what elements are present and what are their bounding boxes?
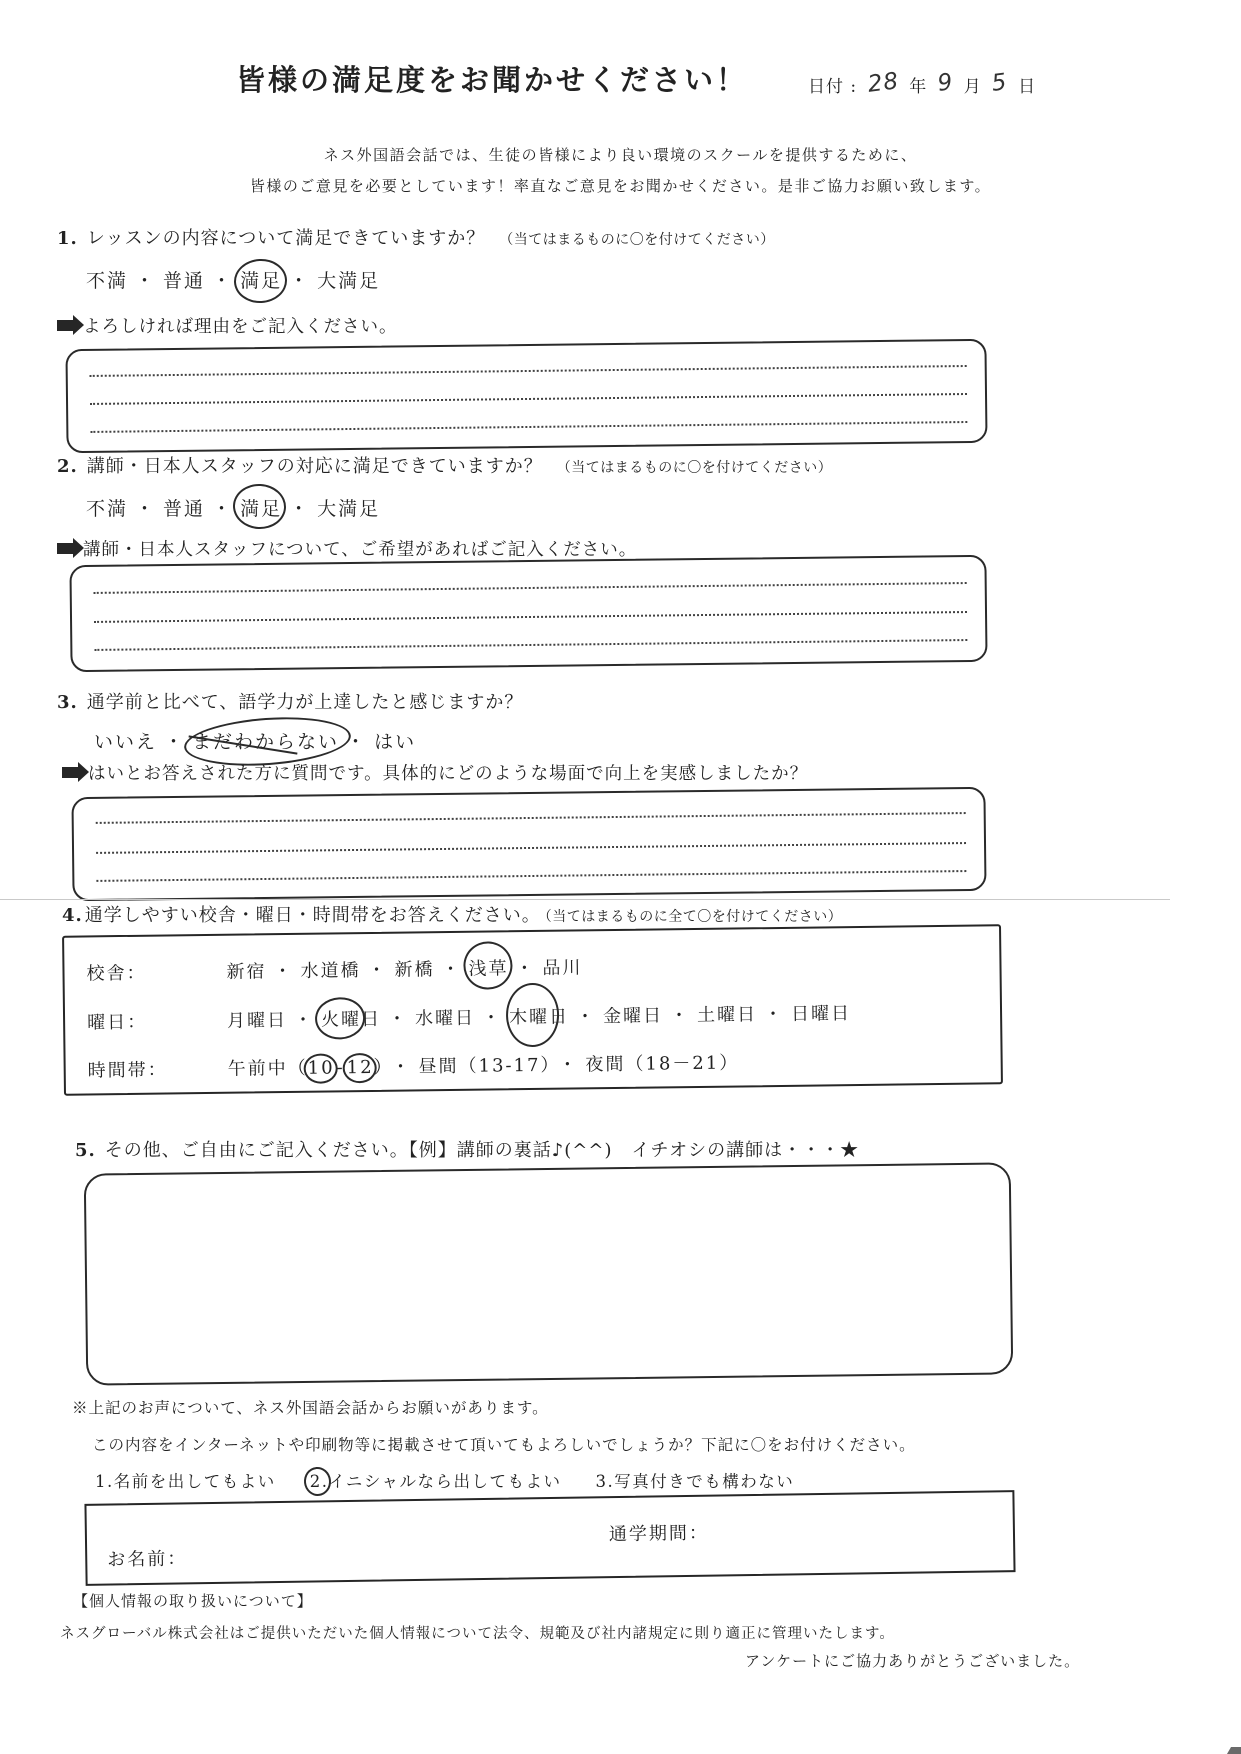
day-row-label: 曜日： [86,1011,148,1034]
date-year-handwritten: 28 [865,68,901,98]
publication-option-3-label: 写真付きでも構わない [614,1472,795,1491]
page-title: 皆様の満足度をお聞かせください！ [236,63,749,97]
right-arrow-icon [57,320,73,331]
question-1 [57,224,775,250]
date-month-handwritten: 9 [935,69,955,97]
option-separator: ・ [135,270,157,292]
school-row-label: 校舎： [86,962,147,985]
name-period-box [84,1490,1015,1586]
option-separator: ・ [481,1007,503,1029]
question-2-followup-text: 講師・日本人スタッフについて、ご希望があればご記入ください。 [83,540,638,560]
option-separator: ・ [441,958,462,981]
question-5 [75,1136,859,1162]
ruled-line [96,870,966,882]
option-shinbashi: 新橋 [394,959,435,981]
publication-option-2-number-circled: 2. [309,1472,329,1491]
ruled-line [94,611,967,623]
attendance-period-label: 通学期間： [608,1522,710,1546]
publication-options [95,1468,828,1492]
date-day-handwritten: 5 [990,69,1010,97]
time-evening: 夜間（18－21） [585,1052,740,1076]
time-10-circled: 10 [307,1057,335,1079]
option-separator: ・ [289,498,311,520]
question-3-followup [62,760,808,785]
right-arrow-icon [57,543,73,554]
question-5-example: 【例】講師の裏話♪(^^) イチオシの講師は・・・★ [408,1140,860,1161]
option-separator: ・ [273,960,294,983]
option-q3-madawakaranai-circled: まだわからない [192,727,339,754]
question-2-number: 2. [57,456,78,477]
question-1-followup-text: よろしければ理由をご記入ください。 [83,317,398,337]
question-3-text: 通学前と比べて、語学力が上達したと感じますか？ [86,692,524,713]
question-5-number: 5. [75,1140,96,1161]
option-separator: ・ [164,731,186,753]
thanks-line: アンケートにご協力ありがとうございました。 [745,1652,1081,1670]
question-1-number: 1. [57,228,78,249]
question-1-text: レッスンの内容について満足できていますか？ [86,228,486,249]
option-tuesday-circled: 火曜日 [321,1005,381,1032]
option-separator: ・ [515,957,536,980]
question-3-followup-text: はいとお答えされた方に質問です。具体的にどのような場面で向上を実感しましたか？ [88,764,809,784]
date-label: 日付 : [808,77,858,97]
date-field [808,68,1037,98]
option-q1-fuman: 不満 [86,270,129,292]
option-sunday: 日曜日 [790,1003,852,1025]
right-arrow-icon [62,767,78,778]
time-morning-prefix: 午前中（ [227,1057,308,1080]
publication-option-2-label: イニシャルなら出してもよい [328,1472,562,1491]
question-2-options [86,494,380,521]
time-morning-close: ） [373,1056,385,1078]
publication-note-2: この内容をインターネットや印刷物等に掲載させて頂いてもよろしいでしょうか？下記に〇をお付けください。 [92,1436,916,1454]
ruled-line [90,393,967,405]
question-4-number: 4. [62,905,83,926]
scan-corner-artifact [1227,1747,1241,1754]
question-4 [62,901,842,927]
time-row-label: 時間帯： [87,1059,168,1082]
ruled-line [96,812,966,824]
time-daytime: 昼間（13-17） [418,1054,552,1078]
question-3 [57,688,523,714]
schedule-box [62,924,1003,1095]
scan-fold-line [0,899,1170,900]
question-2-followup [57,536,637,561]
option-shinagawa: 品川 [542,957,583,979]
question-3-options [94,727,416,754]
option-q3-iie: いいえ [94,731,158,753]
question-2-note: （当てはまるものに〇を付けてください） [556,460,833,476]
option-separator: ・ [212,270,234,292]
option-separator: ・ [212,498,234,520]
answer-box-q2 [69,555,987,672]
question-4-note: （当てはまるものに全て〇を付けてください） [544,909,843,925]
option-separator: ・ [669,1005,691,1027]
day-row [65,997,1000,1034]
answer-box-q1 [65,339,987,453]
free-comment-box [84,1162,1014,1385]
privacy-heading: 【個人情報の取り扱いについて】 [73,1592,313,1610]
question-3-number: 3. [57,692,78,713]
question-5-text: その他、ご自由にご記入ください。 [104,1140,409,1161]
intro-line-2: 皆様のご意見を必要としています！率直なご意見をお聞かせください。是非ご協力お願い致します。 [249,177,992,195]
publication-option-1-label: 名前を出してもよい [113,1472,276,1491]
answer-box-q3 [71,787,986,901]
option-separator: ・ [558,1054,579,1076]
name-label: お名前： [107,1548,188,1571]
publication-option-1-number: 1. [95,1472,114,1491]
ruled-line [96,842,966,854]
question-2 [57,452,832,478]
school-row-options [226,953,582,983]
date-day-unit: 日 [1018,77,1037,97]
option-thursday-circled: 木曜日 [509,1003,569,1030]
time-dash: - [336,1057,345,1079]
publication-option-2 [310,1472,562,1491]
option-separator: ・ [346,731,368,753]
option-q1-futsuu: 普通 [163,270,206,292]
option-separator: ・ [367,959,388,982]
time-12-circled: 12 [346,1056,374,1079]
option-saturday: 土曜日 [696,1004,758,1026]
ruled-line [94,639,967,651]
date-month-unit: 月 [963,77,982,97]
option-separator: ・ [391,1056,412,1078]
option-q1-manzoku-circled: 満足 [240,266,282,293]
option-separator: ・ [293,1009,315,1031]
option-separator: ・ [289,270,311,292]
option-q2-daimanzoku: 大満足 [317,498,381,520]
option-q2-fuman: 不満 [86,498,129,520]
publication-note-1: ※上記のお声について、ネス外国語会話からお願いがあります。 [72,1399,549,1417]
question-2-text: 講師・日本人スタッフの対応に満足できていますか？ [86,456,543,477]
school-row [64,948,999,985]
option-q1-daimanzoku: 大満足 [317,270,381,292]
date-year-unit: 年 [909,77,928,97]
option-separator: ・ [387,1008,409,1030]
option-q2-manzoku-circled: 満足 [240,494,282,521]
privacy-body: ネスグローバル株式会社はご提供いただいた個人情報について法令、規範及び社内諸規定に則り適正に管理いたします。 [60,1626,895,1642]
option-suidobashi: 水道橋 [300,960,361,982]
question-1-note: （当てはまるものに〇を付けてください） [499,232,775,248]
question-1-options [86,266,380,293]
intro-line-1: ネス外国語会話では、生徒の皆様により良い環境のスクールを提供するために、 [323,146,918,164]
option-shinjuku: 新宿 [226,961,267,983]
publication-option-3 [596,1472,795,1491]
ruled-line [90,365,967,377]
ruled-line [94,582,967,594]
publication-option-3-number: 3. [595,1472,615,1491]
time-row [66,1045,1001,1082]
option-separator: ・ [763,1003,785,1026]
option-q3-hai: はい [374,731,417,753]
time-row-options [228,1048,740,1080]
question-4-text: 通学しやすい校舎・曜日・時間帯をお答えください。 [84,905,541,926]
option-separator: ・ [575,1006,597,1028]
day-row-options [227,999,851,1033]
option-asakusa-circled: 浅草 [468,954,508,980]
option-q2-futsuu: 普通 [163,498,206,520]
option-wednesday: 水曜日 [414,1007,476,1030]
option-monday: 月曜日 [226,1009,288,1032]
ruled-line [90,421,967,433]
question-1-followup [57,313,398,338]
option-separator: ・ [135,498,157,520]
option-friday: 金曜日 [602,1005,664,1028]
publication-option-1 [95,1472,276,1491]
